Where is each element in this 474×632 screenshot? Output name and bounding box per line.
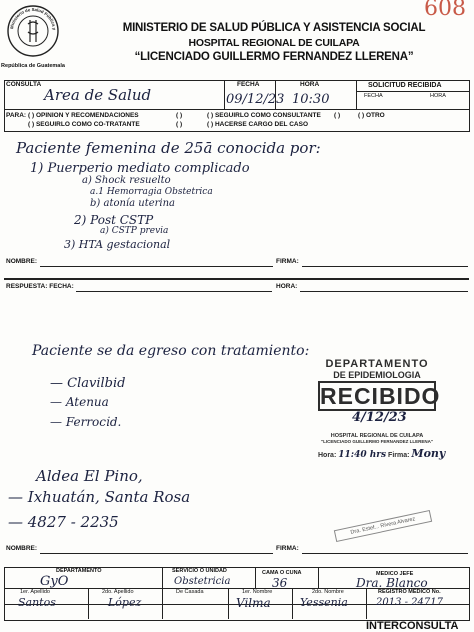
solicitud-hora-label: HORA [430, 93, 446, 99]
option-hacerse-cargo[interactable]: ( ) HACERSE CARGO DEL CASO [207, 121, 308, 128]
casada-label: De Casada [176, 589, 204, 595]
option-paren-a[interactable]: ( ) [176, 112, 183, 119]
medication-3: — Ferroci̇d. [50, 415, 122, 429]
option-otro[interactable]: ( ) OTRO [358, 112, 385, 119]
apellido1-label: 1er. Apellido [20, 589, 50, 595]
stamp-line-2: DE EPIDEMIOLOGIA [333, 370, 421, 380]
respuesta-fecha-label: RESPUESTA: FECHA: [6, 283, 74, 290]
stamp-sub-1: HOSPITAL REGIONAL DE CUILAPA [330, 433, 424, 439]
para-label: PARA: [6, 112, 27, 119]
hora-value: 10:30 [292, 92, 330, 107]
respuesta-hora-label: HORA: [276, 283, 298, 290]
doctor-stamp: Dra. Estef... Rivera Alvarez [334, 510, 432, 542]
apellido2-label: 2do. Apellido [102, 589, 134, 595]
note-line-7: a) CSTP previa [100, 226, 169, 236]
fecha-label: FECHA [237, 81, 260, 88]
option-opinion[interactable]: ( ) OPINION Y RECOMENDACIONES [28, 112, 139, 119]
option-consultante[interactable]: ( ) SEGUIRLO COMO CONSULTANTE [207, 112, 321, 119]
nombre-label-2: NOMBRE: [6, 545, 38, 552]
firma-label-2: FIRMA: [276, 545, 299, 552]
contact-line-1: Aldea El Pino, [36, 467, 143, 485]
note-line-2: 1) Puerperio mediato complicado [30, 161, 250, 176]
cama-label: CAMA O CUNA [262, 570, 302, 576]
cama-value: 36 [272, 576, 288, 590]
hospital-title: HOSPITAL REGIONAL DE CUILAPA [188, 37, 360, 49]
option-paren-c[interactable]: ( ) [334, 112, 341, 119]
seal-emblem-icon [6, 4, 60, 58]
firma-label: FIRMA: [276, 258, 299, 265]
nombre2-label: 2do. Nombre [312, 589, 344, 595]
note-line-3: a) Shock resuelto [82, 175, 171, 186]
stamp-firma-label: Firma: [388, 452, 410, 459]
nombre1-label: 1er. Nombre [242, 589, 273, 595]
medico-label: MEDICO JEFE [376, 571, 414, 577]
option-paren-b[interactable]: ( ) [176, 121, 183, 128]
stamp-line-1: DEPARTAMENTO [325, 358, 429, 370]
svg-text:Ministerio de Salud Pública y [6, 4, 57, 31]
nombre2-value: Yessenia [300, 596, 348, 609]
stamp-hora-value: 11:40 hrs [338, 450, 387, 460]
consulta-value: Area de Salud [44, 86, 152, 104]
apellido2-value: López [108, 596, 142, 609]
consulta-label: CONSULTA [6, 81, 42, 88]
note-line-5: b) atonía uterina [90, 198, 176, 209]
stamp-hora-label: Hora: [318, 452, 337, 459]
medication-2: — Atenua [50, 395, 109, 409]
medication-1: — Clavilbid [50, 376, 126, 391]
option-cotratante[interactable]: ( ) SEGUIRLO COMO CO-TRATANTE [28, 121, 140, 128]
received-stamp [318, 358, 446, 468]
fecha-value: 09/12/23 [226, 92, 285, 107]
solicitud-label: SOLICITUD RECIBIDA [368, 82, 442, 89]
servicio-label: SERVICIO O UNIDAD [172, 568, 227, 574]
form-title: INTERCONSULTA [366, 620, 459, 632]
contact-line-3: — 4827 - 2235 [8, 513, 119, 531]
apellido1-value: Santos [18, 596, 56, 609]
registro-value: 2013 - 24717 [376, 597, 443, 608]
nombre1-value: Vilma [236, 596, 271, 610]
hora-label: HORA [300, 81, 320, 88]
registro-label: REGISTRO MÉDICO No. [378, 589, 441, 595]
departamento-value: GyO [40, 574, 69, 589]
stamp-date: 4/12/23 [352, 410, 407, 425]
note-line-6: 2) Post CSTP [74, 213, 154, 227]
seal-logo [1, 4, 65, 69]
page-number: 608 [424, 0, 466, 21]
note-line-4: a.1 Hemorragia Obstetrica [90, 187, 213, 197]
note-line-8: 3) HTA gestacional [64, 238, 171, 251]
seal-caption: República de Guatemala [1, 63, 65, 69]
departamento-label: DEPARTAMENTO [56, 568, 102, 574]
hospital-subtitle: “LICENCIADO GUILLERMO FERNANDEZ LLERENA” [134, 51, 414, 63]
contact-line-2: — Ixhuatán, Santa Rosa [8, 488, 191, 506]
ministry-title: MINISTERIO DE SALUD PÚBLICA Y ASISTENCIA SOCIAL [122, 22, 426, 34]
stamp-sub-2: "LICENCIADO GUILLERMO FERNANDEZ LLERENA" [320, 439, 433, 444]
stamp-received: RECIBIDO [320, 383, 441, 409]
seal-text: Ministerio de Salud Pública y [9, 6, 58, 31]
medico-value: Dra. Blanco [356, 576, 428, 590]
note-line-1: Paciente femenina de 25ā conocida por: [16, 139, 321, 157]
respuesta-line-1: Paciente se da egreso con tratamiento: [32, 343, 310, 359]
stamp-firma-value: Mony [411, 447, 446, 460]
solicitud-fecha-label: FECHA [364, 93, 383, 99]
servicio-value: Obstetricia [174, 576, 231, 587]
nombre-label: NOMBRE: [6, 258, 38, 265]
